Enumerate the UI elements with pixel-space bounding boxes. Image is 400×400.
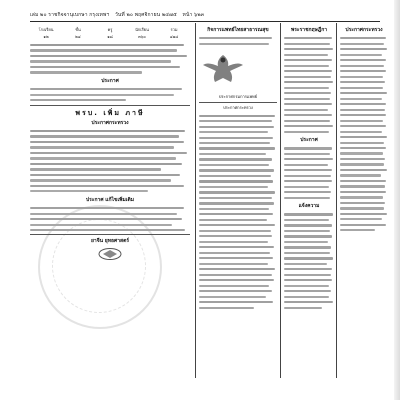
text-line <box>199 290 272 292</box>
table-cell: ๑๘ <box>107 34 113 39</box>
text-line <box>30 213 177 215</box>
text-line <box>199 224 275 226</box>
text-line <box>340 207 384 209</box>
text-line <box>284 224 332 226</box>
text-line <box>284 268 332 270</box>
page-header <box>30 11 380 20</box>
text-line <box>199 169 274 171</box>
text-line <box>30 55 187 57</box>
text-line <box>30 179 171 181</box>
table-header-cell: นักเรียน <box>135 27 149 32</box>
text-line <box>284 81 333 83</box>
text-line <box>199 285 269 287</box>
section-rule <box>30 234 190 235</box>
column-2 <box>199 26 277 381</box>
column-divider <box>195 23 196 378</box>
text-line <box>284 285 329 287</box>
text-line <box>199 307 254 309</box>
text-line <box>199 197 272 199</box>
footer-heading: ยาจีน ยุทธศาสตร์ <box>90 238 130 245</box>
announce-heading: ประกาศ <box>101 77 119 84</box>
crest-icon <box>97 247 123 261</box>
text-line <box>199 120 272 122</box>
text-line <box>199 246 274 248</box>
text-line <box>340 174 381 176</box>
text-line <box>340 43 384 45</box>
text-line <box>340 163 384 165</box>
table-header-cell: ชั้น <box>75 27 81 32</box>
text-line <box>284 153 330 155</box>
text-line <box>284 43 330 45</box>
text-line <box>199 213 273 215</box>
text-line <box>284 103 332 105</box>
section-title: พรบ. เพิ่ม ภาษี <box>75 108 145 117</box>
text-line <box>284 241 328 243</box>
text-line <box>199 252 270 254</box>
text-line <box>30 99 126 101</box>
text-line <box>284 296 329 298</box>
text-line <box>284 279 332 281</box>
text-line <box>284 48 333 50</box>
text-line <box>340 152 383 154</box>
text-line <box>199 274 272 276</box>
text-line <box>284 125 333 127</box>
text-line <box>340 213 387 215</box>
text-line <box>340 65 384 67</box>
text-line <box>199 131 268 133</box>
text-line <box>30 168 161 170</box>
text-line <box>284 301 333 303</box>
text-line <box>284 219 329 221</box>
text-block <box>30 130 190 193</box>
text-line <box>30 152 187 154</box>
text-line <box>340 120 383 122</box>
text-line <box>284 70 332 72</box>
text-line <box>284 307 322 309</box>
text-line <box>199 279 274 281</box>
column-heading: กิจการแพทย์ไทยสาธารณสุข <box>207 27 269 33</box>
text-line <box>340 87 383 89</box>
text-line <box>284 164 328 166</box>
text-line <box>30 66 180 68</box>
column-divider <box>280 23 281 378</box>
text-line <box>284 213 333 215</box>
text-line <box>284 54 328 56</box>
text-line <box>284 109 328 111</box>
text-line <box>199 126 274 128</box>
column-subheading: ประกาศ <box>300 137 318 144</box>
text-line <box>284 87 329 89</box>
text-line <box>340 218 382 220</box>
header-middle: วันที่ ๒๐ พฤศจิกายน ๒๔๗๕ <box>114 12 177 18</box>
column-3 <box>284 26 334 381</box>
table-row <box>30 33 190 40</box>
table-cell: ๒๔ <box>75 34 81 39</box>
table-header-cell: โรงเรียน <box>38 27 54 32</box>
text-block <box>30 44 190 74</box>
text-line <box>199 208 269 210</box>
text-line <box>30 71 142 73</box>
text-block <box>340 37 388 231</box>
text-line <box>340 158 385 160</box>
text-block <box>30 88 190 101</box>
text-line <box>284 37 332 39</box>
emblem-caption: ประกาศกรมการแพทย์ <box>218 94 258 100</box>
text-line <box>284 98 330 100</box>
text-line <box>199 268 275 270</box>
text-line <box>340 131 382 133</box>
section-rule <box>199 102 277 103</box>
text-line <box>30 44 184 46</box>
text-line <box>284 120 330 122</box>
text-line <box>284 252 330 254</box>
text-line <box>340 54 382 56</box>
text-block <box>30 207 190 231</box>
text-line <box>340 37 386 39</box>
text-line <box>199 175 271 177</box>
text-line <box>284 59 332 61</box>
text-block <box>284 37 334 132</box>
text-line <box>284 274 331 276</box>
text-line <box>30 88 182 90</box>
text-line <box>30 185 184 187</box>
table-header-row <box>30 26 190 33</box>
table-header-cell: รวม <box>170 27 178 32</box>
text-line <box>340 81 385 83</box>
text-line <box>30 60 171 62</box>
garuda-emblem-icon <box>199 52 247 86</box>
text-line <box>284 263 327 265</box>
text-line <box>284 65 329 67</box>
column-divider <box>336 23 337 378</box>
column-subheading: แจ้งความ <box>298 203 320 210</box>
text-block <box>199 115 277 309</box>
table-cell: ๑๒ <box>43 34 49 39</box>
header-right: หน้า ๖๒๓ <box>182 12 205 18</box>
text-line <box>30 135 179 137</box>
text-line <box>30 49 177 51</box>
text-line <box>199 153 266 155</box>
column-1 <box>30 26 190 381</box>
text-line <box>340 196 383 198</box>
text-line <box>340 125 386 127</box>
text-line <box>340 98 382 100</box>
text-line <box>284 257 333 259</box>
text-line <box>284 169 332 171</box>
scan-gutter <box>394 0 400 400</box>
text-line <box>199 263 268 265</box>
text-line <box>340 180 386 182</box>
text-line <box>199 219 267 221</box>
text-line <box>30 141 184 143</box>
text-line <box>340 169 387 171</box>
header-rule <box>30 21 380 22</box>
text-line <box>30 229 185 231</box>
text-block <box>284 147 334 199</box>
text-line <box>30 224 172 226</box>
text-line <box>340 109 385 111</box>
column-heading: ประกาศกระทรวง <box>345 27 383 33</box>
text-line <box>284 290 331 292</box>
text-line <box>30 157 176 159</box>
text-line <box>199 43 269 45</box>
text-line <box>340 202 385 204</box>
text-block <box>284 213 334 308</box>
text-line <box>340 103 386 105</box>
text-line <box>340 191 386 193</box>
text-line <box>30 207 184 209</box>
text-line <box>340 147 386 149</box>
text-line <box>284 158 333 160</box>
text-block <box>199 37 277 45</box>
text-line <box>199 158 272 160</box>
table-cell: ๓๖๐ <box>138 34 146 39</box>
text-line <box>199 142 270 144</box>
bottom-heading: ประกาศ แก้ไขเพิ่มเติม <box>85 196 135 203</box>
text-line <box>284 235 332 237</box>
text-line <box>340 70 386 72</box>
column-heading: พระราชกฤษฎีกา <box>290 27 328 33</box>
text-line <box>340 76 383 78</box>
text-line <box>199 164 269 166</box>
text-line <box>30 174 180 176</box>
table-cell: ๔๑๔ <box>169 34 179 39</box>
text-line <box>199 137 273 139</box>
text-line <box>30 130 185 132</box>
text-line <box>199 37 272 39</box>
text-line <box>199 235 272 237</box>
text-line <box>199 230 271 232</box>
text-line <box>30 218 182 220</box>
text-line <box>284 92 331 94</box>
text-line <box>199 301 273 303</box>
text-line <box>199 202 274 204</box>
text-line <box>199 180 273 182</box>
text-line <box>284 191 331 193</box>
text-line <box>199 147 275 149</box>
text-line <box>284 114 332 116</box>
text-line <box>199 115 275 117</box>
text-line <box>199 241 268 243</box>
text-line <box>284 175 331 177</box>
text-line <box>340 92 387 94</box>
text-line <box>284 147 332 149</box>
text-line <box>340 224 386 226</box>
text-line <box>340 136 387 138</box>
text-line <box>30 190 148 192</box>
text-line <box>340 48 387 50</box>
text-line <box>284 131 329 133</box>
text-line <box>340 59 386 61</box>
text-line <box>284 246 331 248</box>
text-line <box>199 186 268 188</box>
text-line <box>199 257 273 259</box>
text-line <box>30 146 174 148</box>
text-line <box>30 94 174 96</box>
text-line <box>284 230 330 232</box>
text-line <box>284 186 329 188</box>
text-line <box>199 191 275 193</box>
text-line <box>340 185 385 187</box>
text-line <box>340 229 375 231</box>
text-line <box>340 114 386 116</box>
text-line <box>284 76 331 78</box>
table-header-cell: ครู <box>107 27 113 32</box>
text-line <box>284 197 330 199</box>
text-line <box>284 180 332 182</box>
sub-caption: ประกาศกระทรวง <box>223 105 253 111</box>
text-line <box>199 296 266 298</box>
section-rule <box>30 105 190 106</box>
section-subtitle: ประกาศกระทรวง <box>91 119 129 126</box>
column-4 <box>340 26 388 381</box>
header-left: เล่ม ๒๐ ราชกิจจานุเบกษา กรุงเทพฯ <box>30 12 110 18</box>
text-line <box>30 163 182 165</box>
text-line <box>340 142 384 144</box>
